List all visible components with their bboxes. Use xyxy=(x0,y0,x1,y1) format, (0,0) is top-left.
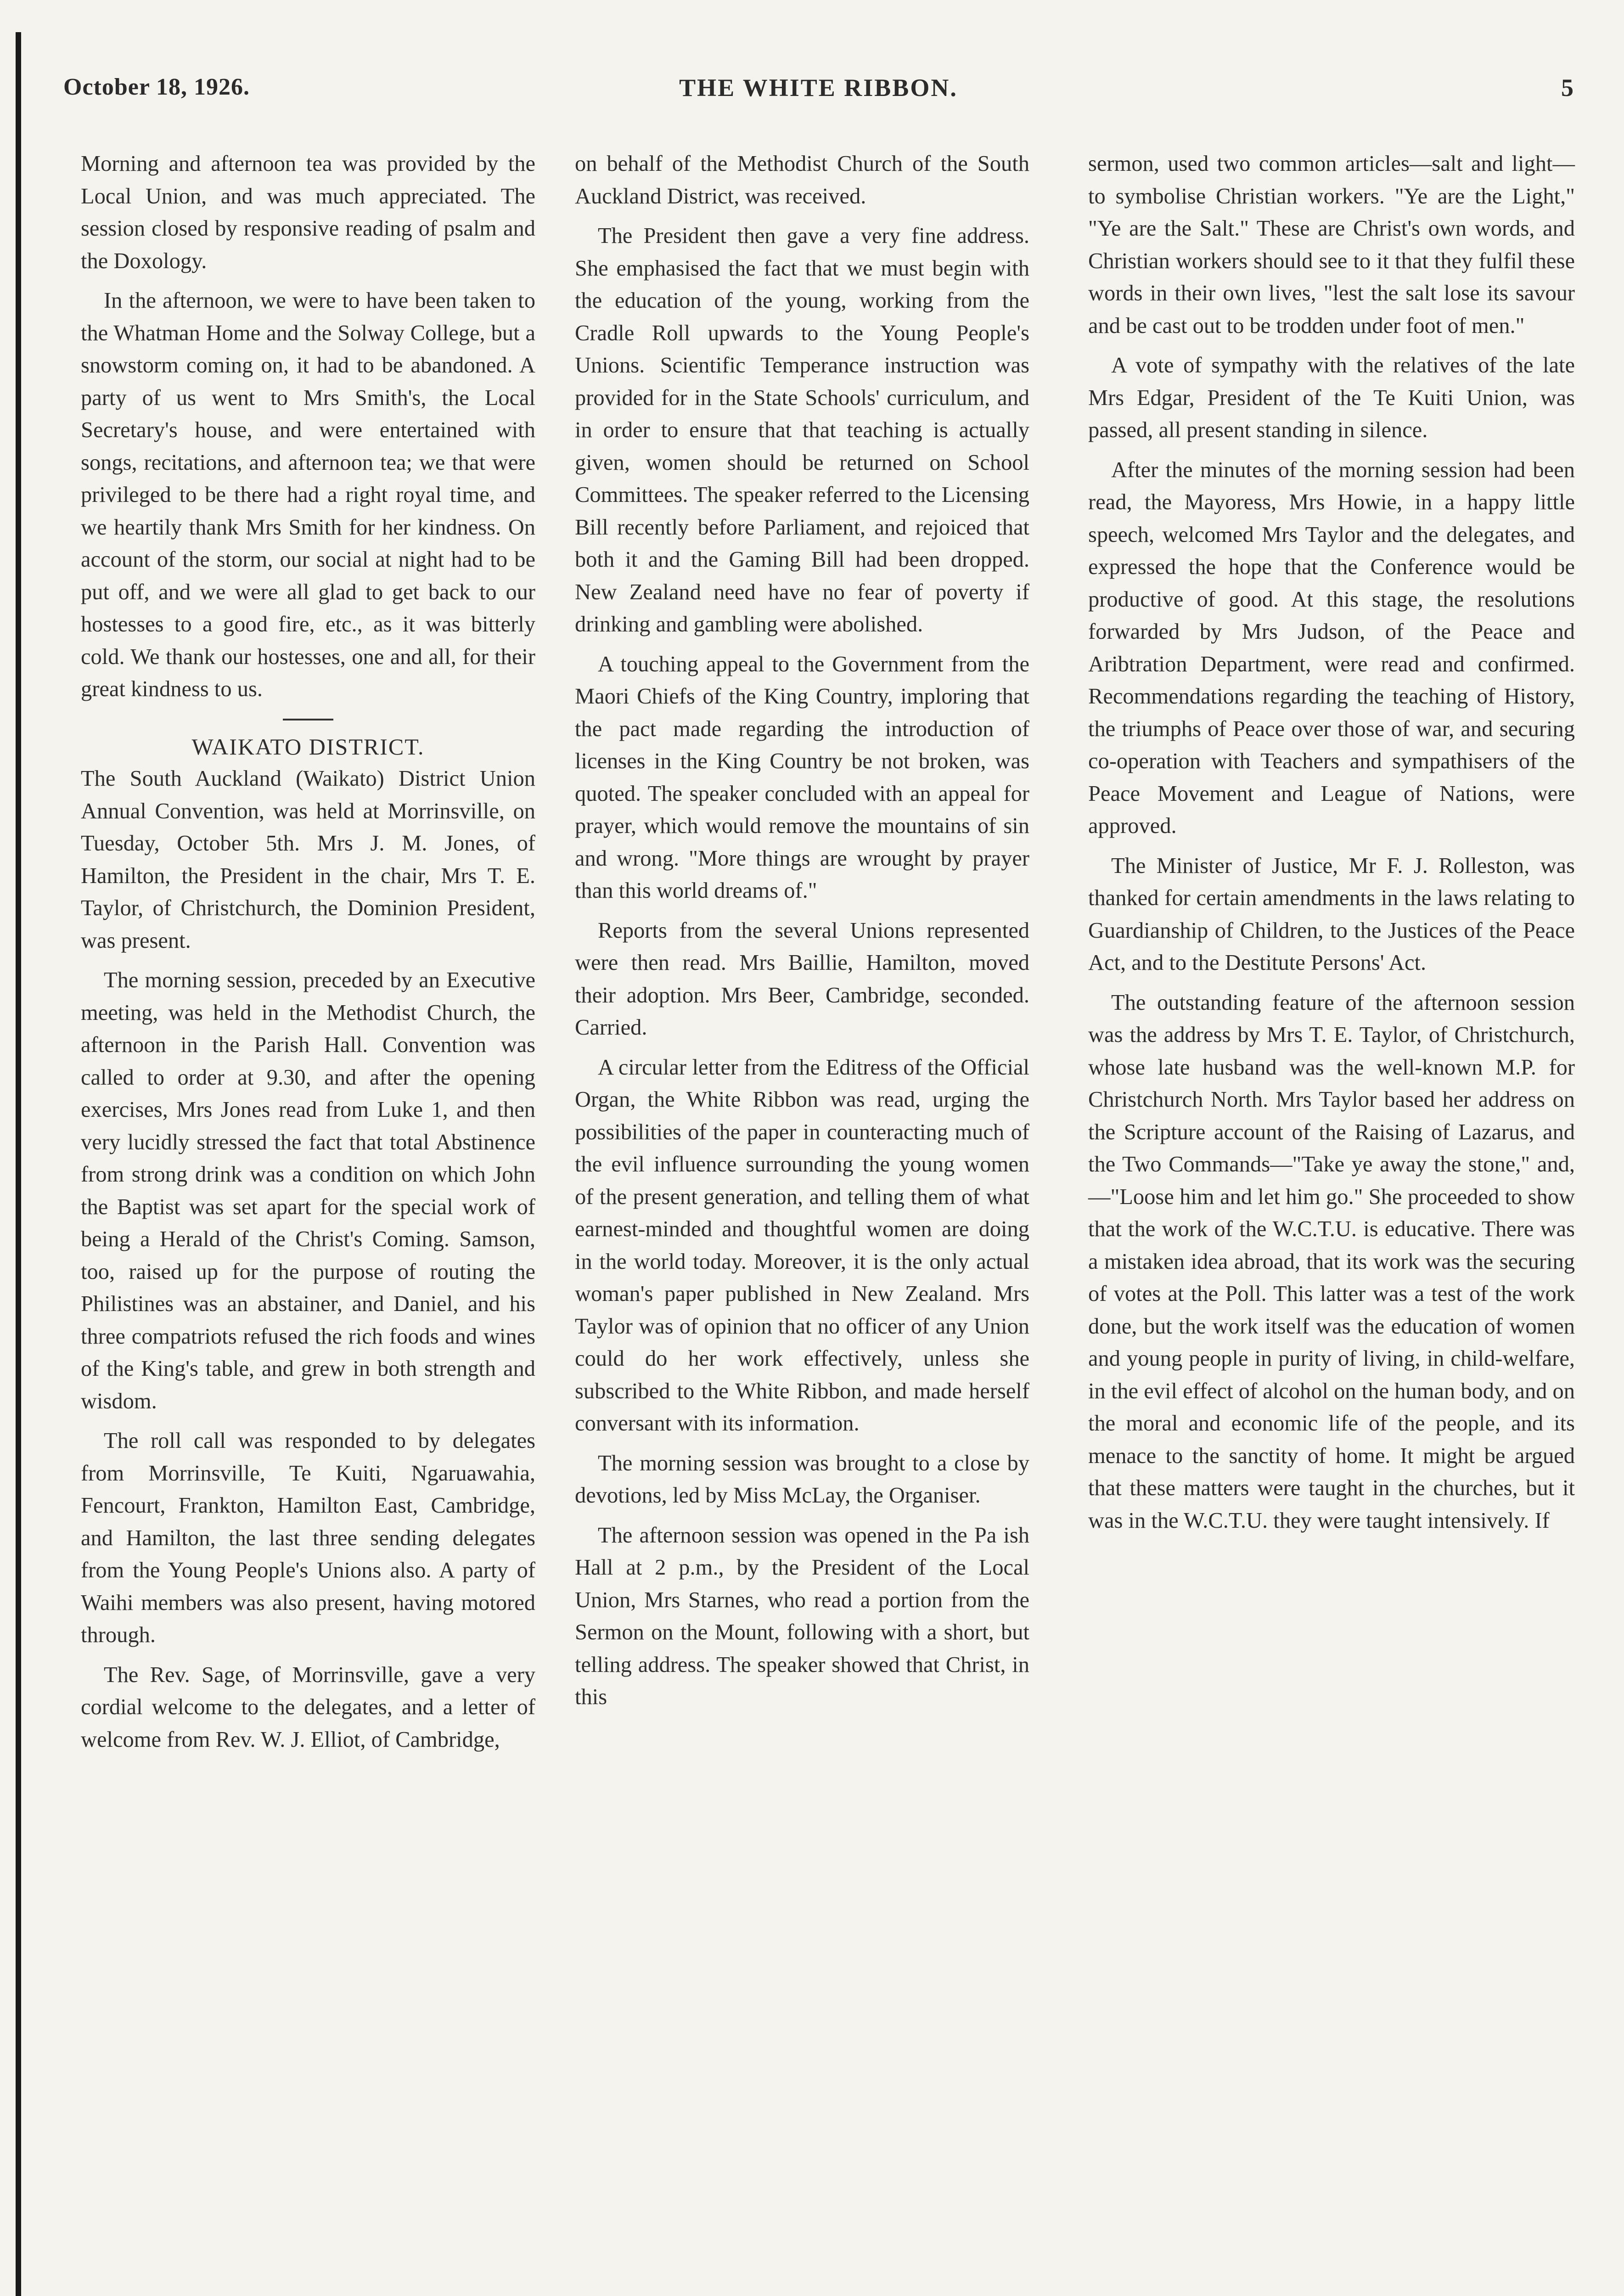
article-paragraph: The roll call was responded to by delegates from Morrinsville, Te Kuiti, Ngaruawahia, Fencourt, Frankton, Hamilton East, Cambridge, and Hamilton, the last three sending delegates from the Young People's Unions also. A party of Waihi members was also present, having motored through. xyxy=(81,1429,535,1647)
article-paragraph: The President then gave a very fine address. She emphasised the fact that we must begin with the education of the young, working from the Cradle Roll upwards to the Young People's Unions. Scientific Temperance instruction was provided for in the State Schools' curriculum, and in order to ensure that that teaching is actually given, women should be returned on School Committees. The speaker referred to the Licensing Bill recently before Parliament, and rejoiced that both it and the Gaming Bill had been dropped. New Zealand need have no fear of poverty if drinking and gambling were abolished. xyxy=(575,224,1029,636)
article-paragraph: The outstanding feature of the afternoon session was the address by Mrs T. E. Taylor, of Christchurch, whose late husband was the well-known M.P. for Christchurch North. Mrs Taylor based her address on the Scripture account of the Raising of Lazarus, and the Two Commands—"Take ye away the stone," and,—"Loose him and let him go." She proceeded to show that the work of the W.C.T.U. is educative. There was a mistaken idea abroad, that its work was the securing of votes at the Poll. This latter was a test of the work done, but the work itself was the education of women and young people in purity of living, in child-welfare, in the evil effect of alcohol on the human body, and on the moral and economic life of the people, and its menace to the sanctity of home. It might be argued that these matters were taught in the churches, but it was in the W.C.T.U. they were taught intensively. If xyxy=(1088,990,1575,1533)
column-3 xyxy=(1088,148,1575,1544)
article-paragraph: A circular letter from the Editress of the Official Organ, the White Ribbon was read, urging the possibilities of the paper in counteracting much of the evil influence surrounding the young women of the present generation, and telling them of what earnest-minded and thoughtful women are doing in the world today. Moreover, it is the only actual woman's paper published in New Zealand. Mrs Taylor was of opinion that no officer of any Union could do her work effectively, unless she subscribed to the White Ribbon, and made herself conversant with its information. xyxy=(575,1055,1029,1435)
article-paragraph: The South Auckland (Waikato) District Union Annual Convention, was held at Morrinsville, on Tuesday, October 5th. Mrs J. M. Jones, of Hamilton, the President in the chair, Mrs T. E. Taylor, of Christchurch, the Dominion President, was present. xyxy=(81,766,535,953)
section-divider xyxy=(283,719,333,720)
article-paragraph: The morning session was brought to a close by devotions, led by Miss McLay, the Organiser. xyxy=(575,1451,1029,1508)
article-paragraph: sermon, used two common articles—salt and light—to symbolise Christian workers. "Ye are the Light," "Ye are the Salt." These are Christ's own words, and Christian workers should see to it that they fulfil these words in their own lives, "lest the salt lose its savour and be cast out to be trodden under foot of men." xyxy=(1088,152,1575,338)
article-paragraph: Reports from the several Unions represented were then read. Mrs Baillie, Hamilton, moved their adoption. Mrs Beer, Cambridge, seconded. Carried. xyxy=(575,918,1029,1040)
page-binding-rule xyxy=(16,32,21,2296)
article-paragraph: The afternoon session was opened in the Pa ish Hall at 2 p.m., by the President of the Local Union, Mrs Starnes, who read a portion from the Sermon on the Mount, following with a short, but telling address. The speaker showed that Christ, in this xyxy=(575,1523,1029,1709)
page-header xyxy=(63,73,1573,110)
column-2 xyxy=(575,148,1029,1721)
article-paragraph: In the afternoon, we were to have been taken to the Whatman Home and the Solway College, but a snowstorm coming on, it had to be abandoned. A party of us went to Mrs Smith's, the Local Secretary's house, and were entertained with songs, recitations, and afternoon tea; we that were privileged to be there had a right royal time, and we heartily thank Mrs Smith for her kindness. On account of the storm, our social at night had to be put off, and we were all glad to get back to our hostesses to a good fire, etc., as it was bitterly cold. We thank our hostesses, one and all, for their great kindness to us. xyxy=(81,288,535,701)
article-paragraph: A vote of sympathy with the relatives of the late Mrs Edgar, President of the Te Kuiti Union, was passed, all present standing in silence. xyxy=(1088,353,1575,442)
article-paragraph: After the minutes of the morning session had been read, the Mayoress, Mrs Howie, in a happy little speech, welcomed Mrs Taylor and the delegates, and expressed the hope that the Conference would be productive of good. At this stage, the resolutions forwarded by Mrs Judson, of the Peace and Aribtration Department, were read and confirmed. Recommendations regarding the teaching of History, the triumphs of Peace over those of war, and securing co-operation with Teachers and sympathisers of the Peace Movement and League of Nations, were approved. xyxy=(1088,457,1575,838)
article-paragraph: The Rev. Sage, of Morrinsville, gave a very cordial welcome to the delegates, and a letter of welcome from Rev. W. J. Elliot, of Cambridge, xyxy=(81,1662,535,1752)
article-paragraph: Morning and afternoon tea was provided by the Local Union, and was much appreciated. The session closed by responsive reading of psalm and the Doxology. xyxy=(81,152,535,273)
section-heading-waikato: WAIKATO DISTRICT. xyxy=(191,733,425,760)
article-paragraph: on behalf of the Methodist Church of the South Auckland District, was received. xyxy=(575,152,1029,208)
issue-date: October 18, 1926. xyxy=(63,74,250,100)
page-number: 5 xyxy=(1561,74,1573,101)
column-1 xyxy=(81,148,535,1763)
publication-title: THE WHITE RIBBON. xyxy=(679,74,958,101)
article-paragraph: A touching appeal to the Government from the Maori Chiefs of the King Country, imploring that the pact made regarding the introduction of licenses in the King Country be not broken, was quoted. The speaker concluded with an appeal for prayer, which would remove the mountains of sin and wrong. "More things are wrought by prayer than this world dreams of." xyxy=(575,652,1029,903)
article-paragraph: The morning session, preceded by an Executive meeting, was held in the Methodist Church, the afternoon in the Parish Hall. Convention was called to order at 9.30, and after the opening exercises, Mrs Jones read from Luke 1, and then very lucidly stressed the fact that total Abstinence from strong drink was a condition on which John the Baptist was set apart for the special work of being a Herald of the Christ's Coming. Samson, too, raised up for the purpose of routing the Philistines was an abstainer, and Daniel, and his three compatriots refused the rich foods and wines of the King's table, and grew in both strength and wisdom. xyxy=(81,968,535,1413)
article-paragraph: The Minister of Justice, Mr F. J. Rolleston, was thanked for certain amendments in the laws relating to Guardianship of Children, to the Justices of the Peace Act, and to the Destitute Persons' Act. xyxy=(1088,853,1575,975)
